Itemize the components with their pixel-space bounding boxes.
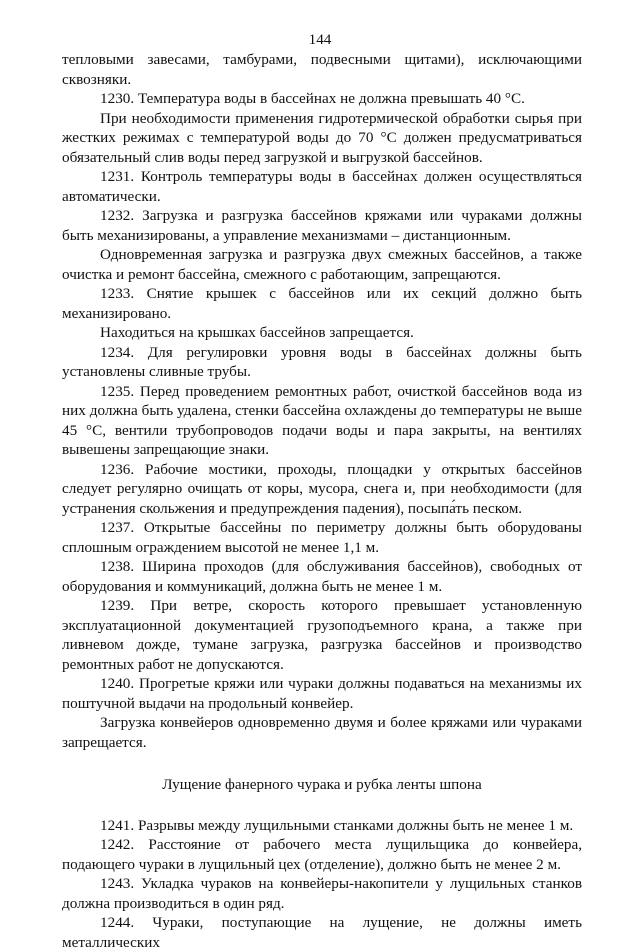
paragraphs-top xyxy=(62,50,582,752)
paragraph-p1244: 1244. Чураки, поступающие на лущение, не должны иметь металлических xyxy=(62,913,582,952)
section-heading: Лущение фанерного чурака и рубка ленты шпона xyxy=(62,775,582,795)
paragraph-p1240b: Загрузка конвейеров одновременно двумя и более кряжами или чураками запрещается. xyxy=(62,713,582,752)
paragraph-p1240a: 1240. Прогретые кряжи или чураки должны подаваться на механизмы их поштучной выдачи на продольный конвейер. xyxy=(62,674,582,713)
paragraph-p1232a: 1232. Загрузка и разгрузка бассейнов кряжами или чураками должны быть механизированы, а управление механизмами – дистанционным. xyxy=(62,206,582,245)
paragraph-p1233a: 1233. Снятие крышек с бассейнов или их секций должно быть механизировано. xyxy=(62,284,582,323)
paragraphs-bottom xyxy=(62,816,582,952)
page-content xyxy=(62,50,582,952)
paragraph-p1236: 1236. Рабочие мостики, проходы, площадки у открытых бассейнов следует регулярно очищать от коры, мусора, снега и, при необходимости (для устранения скольжения и предупреждения падения), посыпа́ть песком. xyxy=(62,460,582,519)
page-number: 144 xyxy=(0,30,640,50)
paragraph-p1231: 1231. Контроль температуры воды в бассейнах должен осуществляться автоматически. xyxy=(62,167,582,206)
paragraph-p1239: 1239. При ветре, скорость которого превышает установленную эксплуатационной документацией грузоподъемного крана, а также при ливневом дожде, тумане загрузка, разгрузка бассейнов и производство ремонтных работ не допускаются. xyxy=(62,596,582,674)
paragraph-p1243: 1243. Укладка чураков на конвейеры-накопители у лущильных станков должна производиться в один ряд. xyxy=(62,874,582,913)
paragraph-p1242: 1242. Расстояние от рабочего места лущильщика до конвейера, подающего чураки в лущильный цех (отделение), должно быть не менее 2 м. xyxy=(62,835,582,874)
paragraph-p1241: 1241. Разрывы между лущильными станками должны быть не менее 1 м. xyxy=(62,816,582,836)
paragraph-p0: тепловыми завесами, тамбурами, подвесными щитами), исключающими сквозняки. xyxy=(62,50,582,89)
paragraph-p1232b: Одновременная загрузка и разгрузка двух смежных бассейнов, а также очистка и ремонт бассейна, смежного с работающим, запрещаются. xyxy=(62,245,582,284)
paragraph-p1234: 1234. Для регулировки уровня воды в бассейнах должны быть установлены сливные трубы. xyxy=(62,343,582,382)
paragraph-p1238: 1238. Ширина проходов (для обслуживания бассейнов), свободных от оборудования и коммуникаций, должна быть не менее 1 м. xyxy=(62,557,582,596)
paragraph-p1233b: Находиться на крышках бассейнов запрещается. xyxy=(62,323,582,343)
paragraph-p1237: 1237. Открытые бассейны по периметру должны быть оборудованы сплошным ограждением высотой не менее 1,1 м. xyxy=(62,518,582,557)
paragraph-p1230b: При необходимости применения гидротермической обработки сырья при жестких режимах с температурой воды до 70 °С должен предусматриваться обязательный слив воды перед загрузкой и выгрузкой бассейнов. xyxy=(62,109,582,168)
paragraph-p1230a: 1230. Температура воды в бассейнах не должна превышать 40 °С. xyxy=(62,89,582,109)
paragraph-p1235: 1235. Перед проведением ремонтных работ, очисткой бассейнов вода из них должна быть удалена, стенки бассейна охлаждены до температуры не выше 45 °С, вентили трубопроводов подачи воды и пара закрыты, на вентилях вывешены запрещающие знаки. xyxy=(62,382,582,460)
